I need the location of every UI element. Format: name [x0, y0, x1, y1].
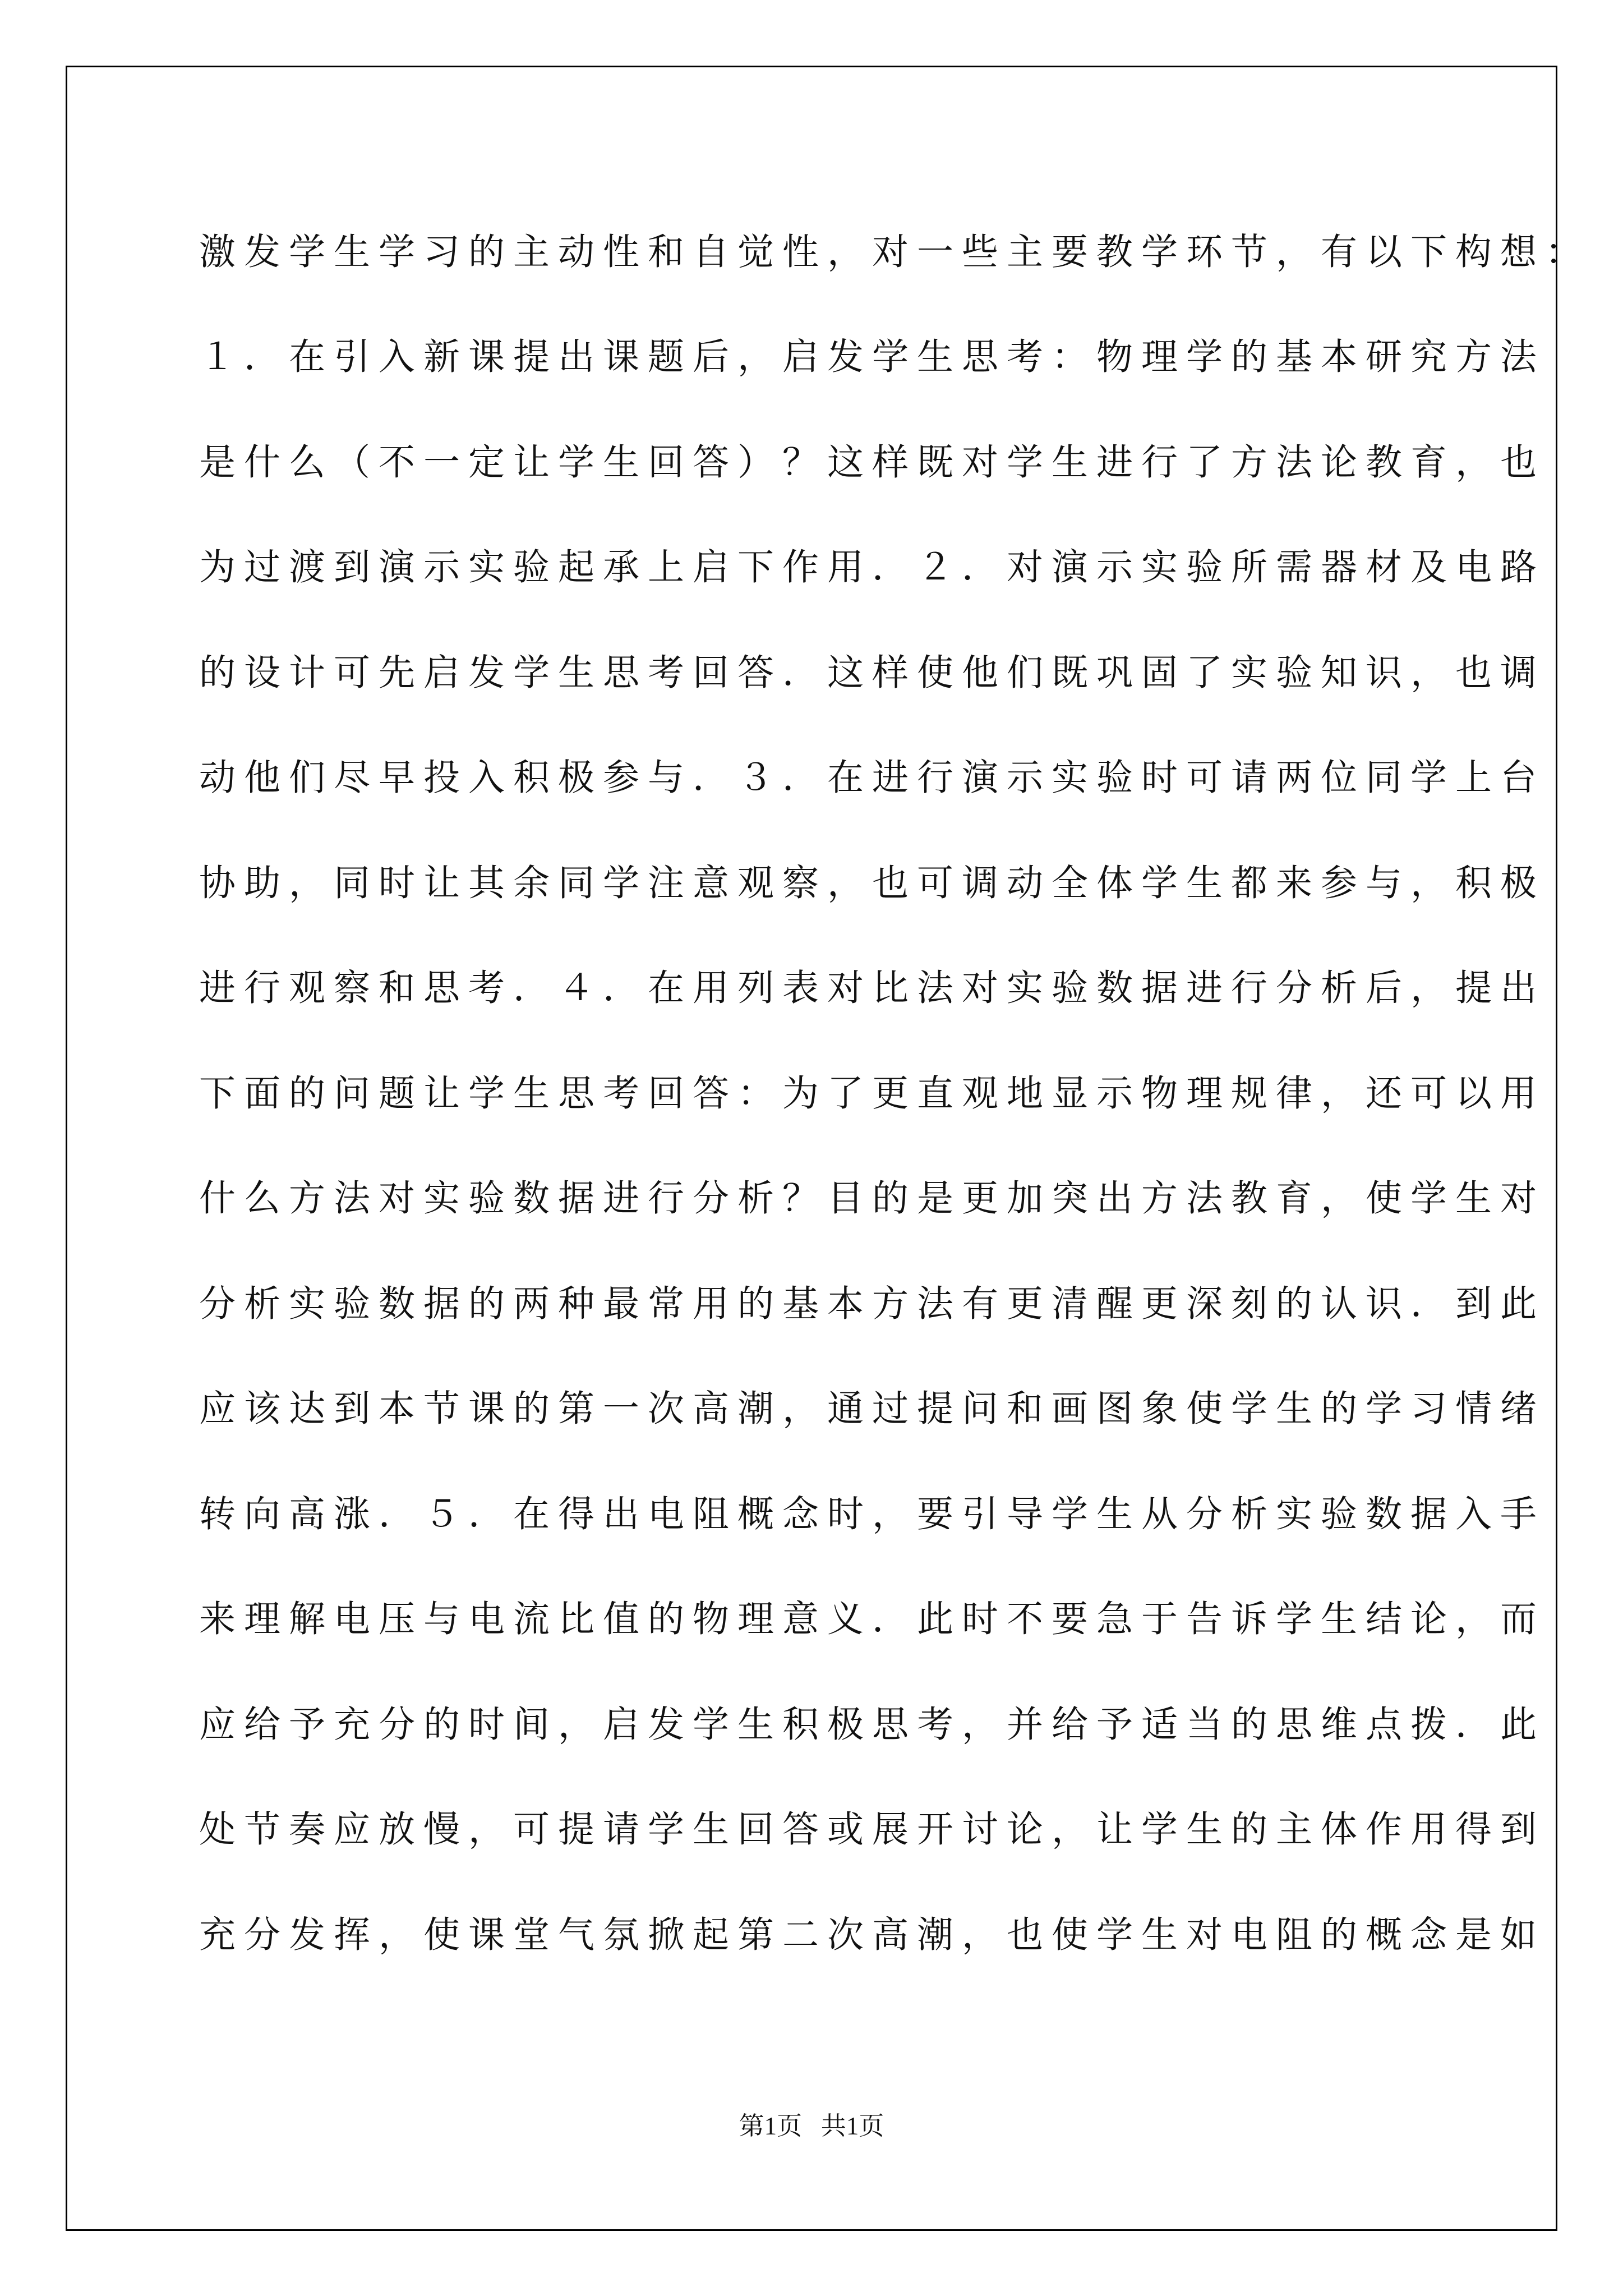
text-line: 为过渡到演示实验起承上启下作用．２．对演示实验所需器材及电路 — [199, 546, 1546, 588]
text-line: 激发学生学习的主动性和自觉性，对一些主要教学环节，有以下构想： — [199, 231, 1590, 273]
text-line: 来理解电压与电流比值的物理意义．此时不要急于告诉学生结论，而 — [199, 1598, 1546, 1640]
text-line: 协助，同时让其余同学注意观察，也可调动全体学生都来参与，积极 — [199, 862, 1546, 904]
text-line: 应给予充分的时间，启发学生积极思考，并给予适当的思维点拨．此 — [199, 1704, 1546, 1746]
text-line: 什么方法对实验数据进行分析？目的是更加突出方法教育，使学生对 — [199, 1177, 1546, 1220]
text-line: 是什么（不一定让学生回答）？这样既对学生进行了方法论教育，也 — [199, 441, 1546, 484]
text-line: 的设计可先启发学生思考回答．这样使他们既巩固了实验知识，也调 — [199, 652, 1546, 694]
text-line: 进行观察和思考．４．在用列表对比法对实验数据进行分析后，提出 — [199, 967, 1546, 1009]
page-footer: 第1页 共1页 — [739, 2112, 884, 2140]
text-line: 充分发挥，使课堂气氛掀起第二次高潮，也使学生对电阻的概念是如 — [199, 1914, 1546, 1956]
text-line: １．在引入新课提出课题后，启发学生思考：物理学的基本研究方法 — [199, 336, 1546, 378]
text-line: 处节奏应放慢，可提请学生回答或展开讨论，让学生的主体作用得到 — [199, 1809, 1546, 1851]
text-line: 分析实验数据的两种最常用的基本方法有更清醒更深刻的认识．到此 — [199, 1283, 1546, 1325]
text-line: 转向高涨．５．在得出电阻概念时，要引导学生从分析实验数据入手 — [199, 1493, 1546, 1535]
text-line: 应该达到本节课的第一次高潮，通过提问和画图象使学生的学习情绪 — [199, 1388, 1546, 1430]
text-line: 下面的问题让学生思考回答：为了更直观地显示物理规律，还可以用 — [199, 1073, 1546, 1115]
text-line: 动他们尽早投入积极参与．３．在进行演示实验时可请两位同学上台 — [199, 757, 1546, 799]
